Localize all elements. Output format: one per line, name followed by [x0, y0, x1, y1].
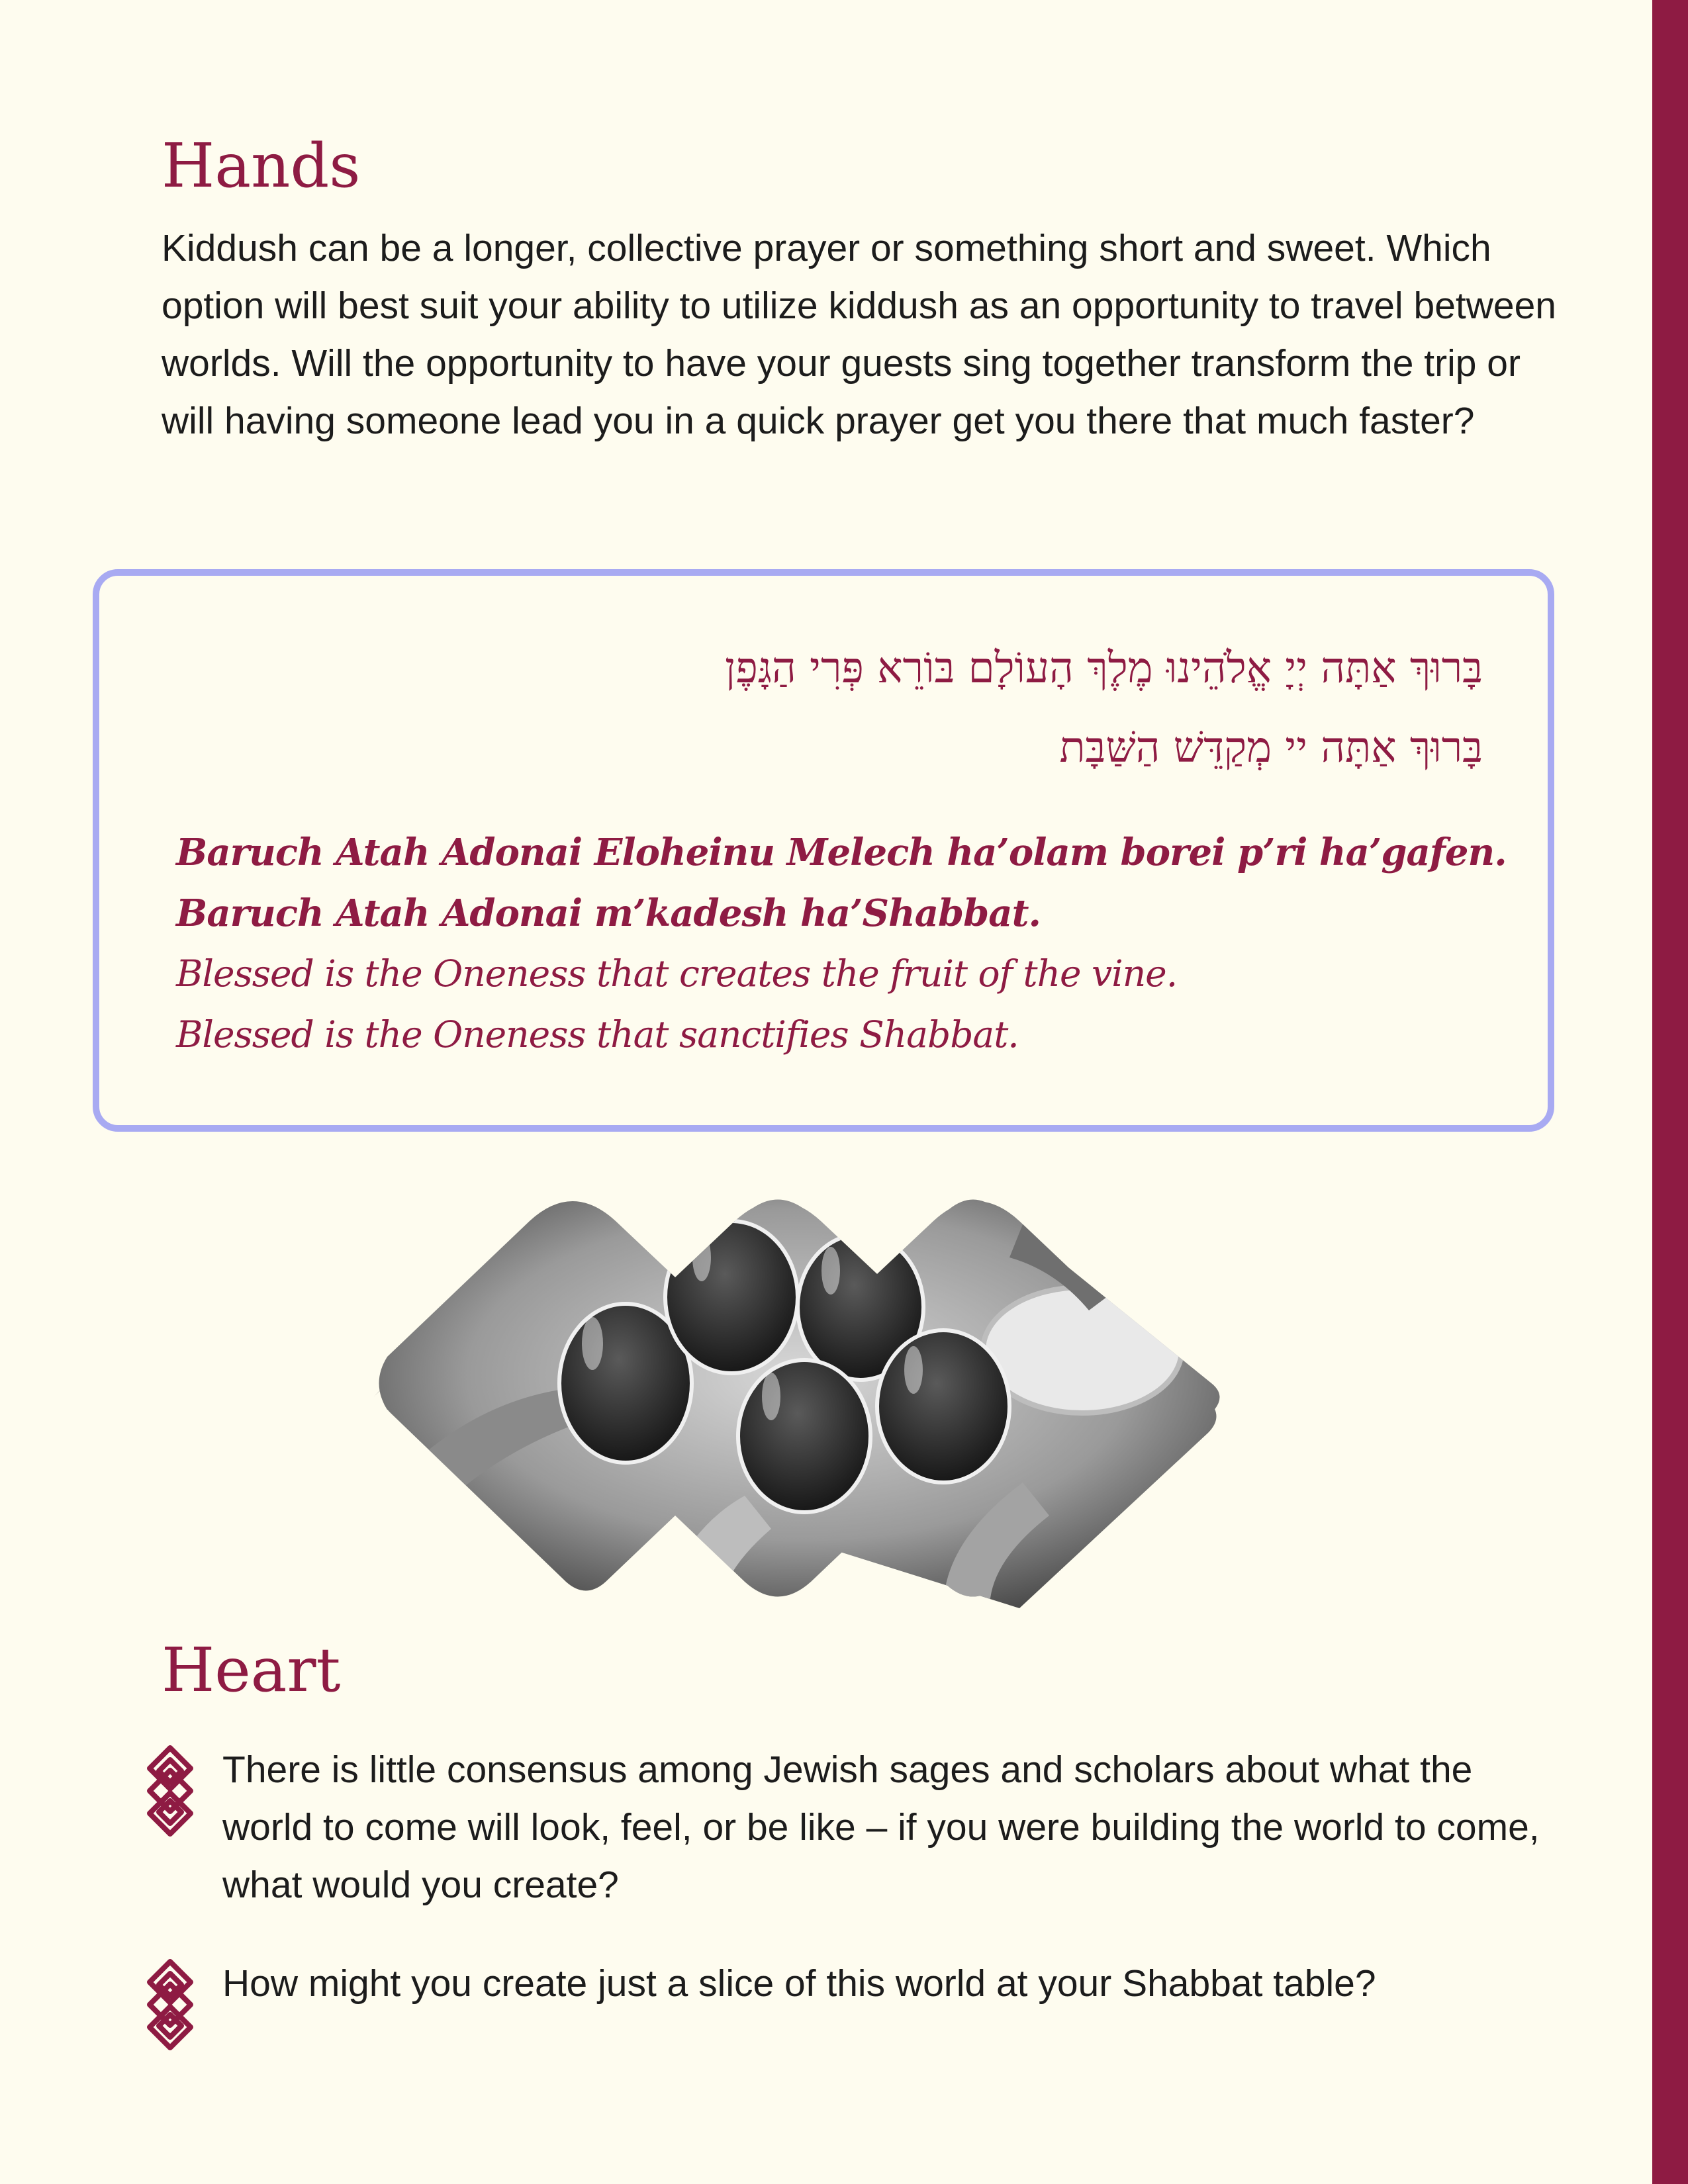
section-title-hands: Hands [162, 130, 361, 201]
section-title-heart: Heart [162, 1635, 341, 1706]
bullet-text: How might you create just a slice of this world at your Shabbat table? [222, 1962, 1376, 2005]
hebrew-line-1: בָּרוּךְ אַתָּה יְיָ אֱלֹהֵינוּ מֶלֶךְ הָעוֹלָם בּוֹרֵא פְּרִי הַגָּפֶן [725, 644, 1483, 693]
bullet-text: There is little consensus among Jewish sages and scholars about what the world to come will look, feel, or be like – if you were building the world to come, what would you create? [222, 1749, 1540, 1906]
hands-body-text: Kiddush can be a longer, collective prayer or something short and sweet. Which option will best suit your ability to utilize kiddush as an opportunity to travel between worlds. Will the opportunity to have your guests sing together transform the trip or will having someone lead you in a quick prayer get you there that much faster? [162, 227, 1556, 442]
celtic-knot-icon [147, 1959, 193, 2052]
transliteration-line-2: Baruch Atah Adonai m’kadesh ha’Shabbat. [176, 891, 1041, 935]
kiddush-prayer-box [93, 569, 1554, 1132]
right-accent-bar [1652, 0, 1688, 2184]
hebrew-line-2: בָּרוּךְ אַתָּה יי מְקַדֵּשׁ הַשַּׁבָּת [1059, 723, 1483, 772]
translation-line-2: Blessed is the Oneness that sanctifies Shabbat. [176, 1013, 1019, 1056]
translation-line-1: Blessed is the Oneness that creates the fruit of the vine. [176, 952, 1178, 995]
wine-glasses-photo [374, 1185, 1225, 1608]
transliteration-line-1: Baruch Atah Adonai Eloheinu Melech ha’olam borei p’ri ha’gafen. [176, 831, 1507, 874]
celtic-knot-icon [147, 1745, 193, 1838]
